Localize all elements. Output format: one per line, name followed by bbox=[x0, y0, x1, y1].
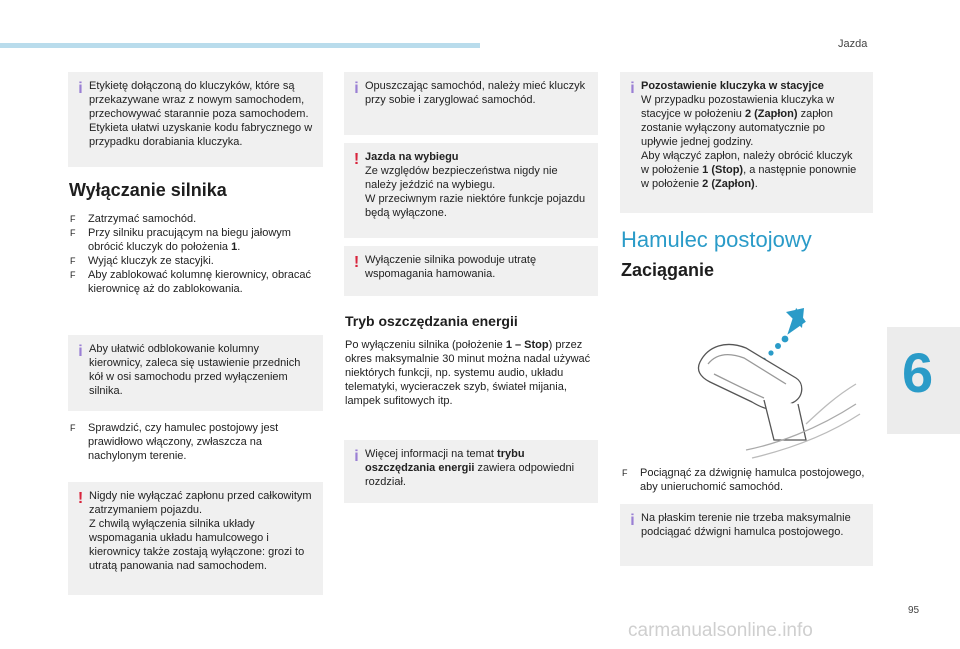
note-text: Etykietę dołączoną do kluczyków, które są przekazywane wraz z nowym samochodem, przechowywać starannie poza samochodem. Etykieta ułatwi uzyskanie kodu fabrycznego w przypadku dorabiania kluczyka. bbox=[89, 80, 313, 148]
top-accent-bar bbox=[0, 43, 480, 48]
bullet-icon: F bbox=[70, 270, 76, 280]
watermark: carmanualsonline.info bbox=[628, 620, 813, 641]
warning-text: Z chwilą wyłączenia silnika układy wspomagania układu hamulcowego i kierownicy także zostają wyłączone: grozi to utratą panowania nad samochodem. bbox=[89, 518, 305, 572]
note-steering-unlock bbox=[68, 335, 323, 411]
note-key-tag bbox=[68, 72, 323, 167]
warning-text: Wyłączenie silnika powoduje utratę wspomagania hamowania. bbox=[365, 254, 537, 280]
list-item: F Zatrzymać samochód. bbox=[70, 213, 197, 225]
note-text: Aby włączyć zapłon, należy obrócić kluczyk w położenie 1 (Stop), a następnie ponownie w położenie 2 (Zapłon). bbox=[641, 150, 857, 190]
note-energy-info bbox=[344, 440, 598, 503]
list-item: F Wyjąć kluczyk ze stacyjki. bbox=[70, 255, 214, 267]
parking-brake-illustration bbox=[686, 300, 862, 462]
list-item: F Sprawdzić, czy hamulec postojowy jest prawidłowo włączony, zwłaszcza na nachylonym terenie. bbox=[70, 422, 279, 462]
note-title: Pozostawienie kluczyka w stacyjce bbox=[641, 80, 824, 92]
list-item: F Aby zablokować kolumnę kierownicy, obracać kierownicę aż do zablokowania. bbox=[70, 269, 311, 295]
bullet-icon: F bbox=[70, 214, 76, 224]
info-icon: i bbox=[630, 512, 635, 529]
note-flat-ground bbox=[620, 504, 873, 566]
heading-energy-saving: Tryb oszczędzania energii bbox=[345, 313, 518, 329]
note-text: W przypadku pozostawienia kluczyka w stacyjce w położeniu 2 (Zapłon) zapłon zostanie wyłączony automatycznie po upływie jednej godziny. bbox=[641, 94, 835, 148]
warning-coasting bbox=[344, 143, 598, 238]
warning-icon: ! bbox=[353, 254, 360, 271]
warning-text: Nigdy nie wyłączać zapłonu przed całkowitym zatrzymaniem pojazdu. bbox=[89, 490, 312, 516]
warning-text: W przeciwnym razie niektóre funkcje pojazdu będą wyłączone. bbox=[365, 193, 586, 219]
warning-brake-assist bbox=[344, 246, 598, 296]
chapter-number: 6 bbox=[902, 341, 934, 404]
note-text: Więcej informacji na temat trybu oszczędzania energii zawiera odpowiedni rozdział. bbox=[365, 448, 575, 488]
note-text: Na płaskim terenie nie trzeba maksymalnie podciągać dźwigni hamulca postojowego. bbox=[641, 512, 851, 538]
bullet-icon: F bbox=[70, 256, 76, 266]
steps-parking-brake bbox=[621, 466, 873, 494]
info-icon: i bbox=[78, 80, 83, 97]
warning-ignition bbox=[68, 482, 323, 595]
bullet-icon: F bbox=[622, 468, 628, 478]
info-icon: i bbox=[354, 80, 359, 97]
bullet-icon: F bbox=[70, 423, 76, 433]
steps-check-brake bbox=[69, 421, 319, 463]
list-item: F Przy silniku pracującym na biegu jałowym obrócić kluczyk do położenia 1. bbox=[70, 227, 291, 253]
section-label: Jazda bbox=[838, 38, 868, 50]
pull-arrow-icon bbox=[762, 307, 808, 362]
energy-saving-text: Po wyłączeniu silnika (położenie 1 – Stop) przez okres maksymalnie 30 minut można nadal używać niektórych funkcji, np. systemu audio, układu telematyki, wycieraczek szyb, świateł mijania, lampek sufitowych itp. bbox=[345, 339, 591, 407]
warning-text: Ze względów bezpieczeństwa nigdy nie należy jeździć na wybiegu. bbox=[365, 165, 558, 191]
note-text: Opuszczając samochód, należy mieć kluczyk przy sobie i zaryglować samochód. bbox=[365, 80, 586, 106]
info-icon: i bbox=[354, 448, 359, 465]
section-title-parking-brake: Hamulec postojowy bbox=[621, 227, 812, 252]
page-number: 95 bbox=[908, 605, 920, 616]
note-key-left bbox=[620, 72, 873, 213]
warning-icon: ! bbox=[353, 151, 360, 168]
info-icon: i bbox=[78, 343, 83, 360]
bullet-icon: F bbox=[70, 228, 76, 238]
note-text: Aby ułatwić odblokowanie kolumny kierownicy, zaleca się ustawienie przednich kół w osi samochodu przed wyłączeniem silnika. bbox=[89, 343, 301, 397]
heading-engine-off: Wyłączanie silnika bbox=[69, 180, 227, 200]
info-icon: i bbox=[630, 80, 635, 97]
heading-engaging: Zaciąganie bbox=[621, 260, 715, 280]
note-leave-car bbox=[344, 72, 598, 135]
steps-engine-off bbox=[69, 212, 319, 296]
warning-title: Jazda na wybiegu bbox=[365, 151, 459, 163]
list-item: F Pociągnąć za dźwignię hamulca postojowego, aby unieruchomić samochód. bbox=[622, 467, 865, 493]
brake-lever-icon bbox=[698, 344, 860, 458]
warning-icon: ! bbox=[77, 490, 84, 507]
